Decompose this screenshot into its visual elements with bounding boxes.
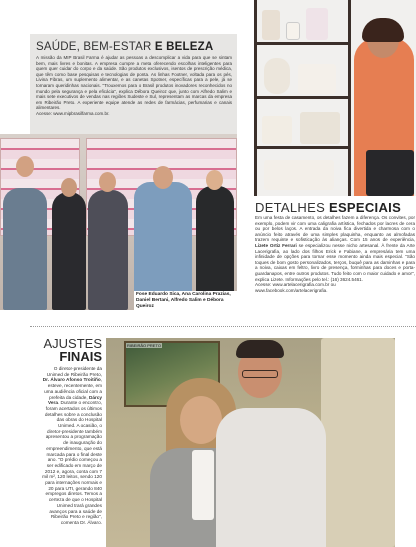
saude-heading-e: E <box>151 41 167 53</box>
saude-heading-light: SAÚDE, BEM-ESTAR <box>36 41 152 53</box>
lizete-photo <box>254 0 416 196</box>
person-3-head <box>99 172 116 192</box>
person-3 <box>88 190 128 310</box>
saude-link[interactable]: Acesse: www.mipbrasilfarma.com.br. <box>36 110 110 116</box>
shelf-1 <box>254 42 350 45</box>
detalhes-heading-bold: ESPECIAIS <box>328 200 402 215</box>
person-2 <box>52 192 86 310</box>
man-hair <box>236 340 284 358</box>
saude-body-text: A missão da MIP Brasil Farma é ajudar as pessoas a descomplicar a vida para que se sintam bem, mais livres e bonitas. A empresa cumpre a meta oferecendo escolhas inteligentes para quem quer cuidar do corpo e da saúde. São produtos exclusivos, isentos de prescrição médica, que têm como base pesquisas e tecnologias de ponta. As linhas Footner, voltada para os pés, Livina Fibras, um suplemento alimentar, e as canetas Spotner, específicas para a pele, já se tornaram queridinhas nacionais. "Trouxemos para o Brasil produtos inovadores reconhecidos no mundo pela segurança e pela eficácia", explica Débora Queiroz que, junto com Alfredo Salim e mais sete executivos de vendas nas regiões Sudeste e Sul, representam as marcas da empresa em Ribeirão Preto. A experiente equipe atende as redes de farmácias, perfumarias e canais alimentares. <box>36 55 232 111</box>
woman-skirt <box>366 150 414 196</box>
ajustes-body <box>42 366 102 526</box>
saude-heading-bold: BELEZA <box>166 41 214 53</box>
decor-box <box>286 22 300 40</box>
decor-cushion <box>300 112 340 144</box>
team-caption-box <box>134 291 237 310</box>
detalhes-heading <box>255 200 401 215</box>
decor-pillow <box>262 116 292 144</box>
person-4-head <box>153 166 173 189</box>
ajustes-heading-bold: FINAIS <box>59 349 102 364</box>
person-1-head <box>16 156 34 177</box>
saude-heading <box>36 41 232 53</box>
man-shirt <box>216 408 326 547</box>
decor-vase <box>306 8 328 40</box>
detalhes-body-text: Em uma festa de casamento, os detalhes fazem a diferença. Os convites, por exemplo, podem vir com uma caligrafia artística, fechados por lacres de cera ou por belos laços. A entrada da noiva fica divertida e charmosa com o anúncio feito através de uma simples plaquinha, enquanto as almofadas trazem requinte e sofisticação às alianças. Com 15 anos de experiência, <box>255 215 415 243</box>
detalhes-heading-light: DETALHES <box>255 200 329 215</box>
decor-frame <box>262 10 280 40</box>
detalhes-body <box>255 215 415 293</box>
painting-label: RIBEIRÃO PRETO <box>127 343 161 348</box>
detalhes-body-name: Lizete Ortiz Ferrari <box>255 242 297 248</box>
ajustes-name-1: Dr. Álvaro Afonso Troitiño <box>42 377 101 383</box>
person-1 <box>3 188 47 310</box>
team-caption: Fose Eduardo Sica, Ana Carolina Prazias, Daniel Bertani, Alfredo Salim e Débora Queiroz <box>136 292 231 309</box>
ajustes-name-2: Dárcy Vera <box>48 394 102 406</box>
section-divider <box>30 326 416 327</box>
woman-blouse <box>192 450 214 520</box>
saude-article <box>30 34 237 134</box>
person-5-head <box>206 170 223 190</box>
saude-body <box>36 55 232 117</box>
detalhes-body-text-2: se especializou nesse nicho artesanal. À frente da Arte Lacerigrafia, ao lado dos filhos Erick e Fabiane, a empresária tem uma infinidade de opções para tornar esse momento ainda mais especial. "São toques de bom gosto personalizados, terços, buquê para as daminhas e para a noiva, caixas em feltro, livro de presença, forminhas para doces e porta-guardanapos, entre outros produtos. Tudo feito com o maior cuidado e amor", explica Lizete. Informações pelo tel.: (16) 3624.5461. <box>255 242 415 282</box>
meeting-photo <box>106 338 395 547</box>
decor-bottle <box>264 58 290 94</box>
detalhes-link-2[interactable]: www.facebook.com/artelacerigrafia. <box>255 287 328 293</box>
woman-hair <box>362 18 404 42</box>
ajustes-body-2: , esteve, recentemente, em uma audiência oficial com a prefeita da cidade, <box>44 377 102 400</box>
decor-linen <box>264 160 334 190</box>
man-glasses <box>242 370 278 378</box>
ajustes-body-1: O diretor-presidente da Unimed de Ribeirão Preto, <box>46 366 102 377</box>
shelf-3 <box>254 146 350 149</box>
ajustes-heading-light: AJUSTES <box>43 336 102 351</box>
decor-basket <box>298 64 336 94</box>
detalhes-link-1[interactable]: Acesse: www.artelacerigrafia.com.br ou <box>255 282 336 288</box>
shelf-2 <box>254 96 350 99</box>
team-photo <box>0 134 237 310</box>
ajustes-body-3: . Durante o encontro, foram acertados os últimos detalhes sobre a conclusão das obras do Hospital Unimed. A ocasião, o diretor-presidente também apresentou a programação de inauguração do empreendimento, que está marcada para o final deste ano. "O prédio começou a ser edificado em março de 2012 e, agora, conta com 7 mil m², 120 leitos, sendo 120 para internações normais e 20 para UTI, gerando 840 empregos diretos. Temos a certeza de que o Hospital Unimed trará grandes avanços para a saúde de Ribeirão Preto e região", comenta Dr. Álvaro. <box>42 400 102 525</box>
person-2-head <box>61 178 77 197</box>
wall-right <box>321 338 395 547</box>
